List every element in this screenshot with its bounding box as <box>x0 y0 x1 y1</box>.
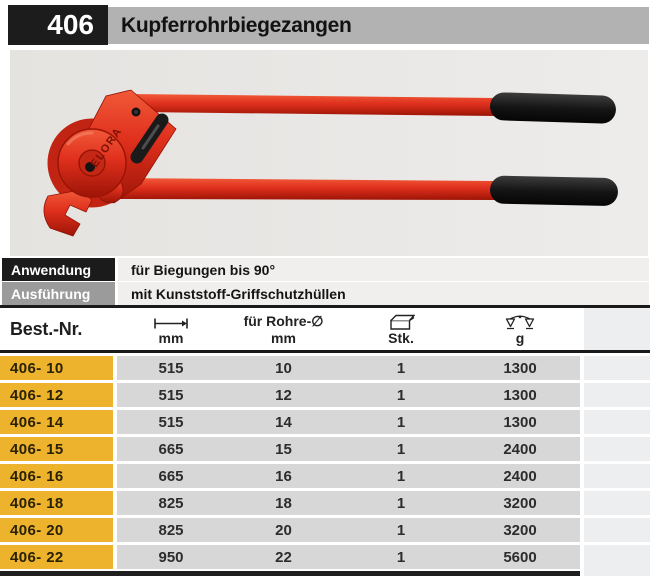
weight-value: 2400 <box>503 440 537 458</box>
pipe-diameter-value: 18 <box>275 494 292 512</box>
quantity-value: 1 <box>396 413 406 431</box>
scale-icon <box>505 313 535 330</box>
pipe-diameter-value: 22 <box>275 548 292 566</box>
weight-value: 1300 <box>503 359 537 377</box>
length-value: 515 <box>158 386 184 404</box>
quantity-value: 1 <box>396 440 406 458</box>
page-title: Kupferrohrbiegezangen <box>121 13 352 37</box>
order-number-cell: 406- 15 <box>0 437 113 461</box>
margin-strip <box>584 545 650 569</box>
quantity-value: 1 <box>396 521 406 539</box>
length-icon <box>153 313 189 330</box>
package-icon <box>388 313 415 330</box>
table-row <box>0 518 650 542</box>
series-number-box <box>8 5 108 45</box>
order-number-cell: 406- 22 <box>0 545 113 569</box>
margin-strip <box>584 410 650 434</box>
length-value: 515 <box>158 413 184 431</box>
weight-value: 1300 <box>503 386 537 404</box>
margin-strip <box>584 569 650 576</box>
margin-strip <box>584 383 650 407</box>
weight-value: 3200 <box>503 521 537 539</box>
column-length: mm <box>117 308 225 350</box>
row-values <box>117 464 580 488</box>
weight-value: 2400 <box>503 467 537 485</box>
pipe-diameter-value: 14 <box>275 413 292 431</box>
length-value: 515 <box>158 359 184 377</box>
length-value: 825 <box>158 521 184 539</box>
length-value: 950 <box>158 548 184 566</box>
table-header <box>0 308 650 350</box>
row-values <box>117 491 580 515</box>
quantity-value: 1 <box>396 467 406 485</box>
column-quantity: Stk. <box>342 308 460 350</box>
table-header-rule <box>0 350 650 353</box>
product-image <box>10 50 648 256</box>
order-number-cell: 406- 18 <box>0 491 113 515</box>
row-values <box>117 437 580 461</box>
length-value: 825 <box>158 494 184 512</box>
row-values <box>117 545 580 569</box>
pipe-diameter-value: 10 <box>275 359 292 377</box>
table-body <box>0 356 650 569</box>
series-number: 406 <box>47 9 94 40</box>
weight-value: 3200 <box>503 494 537 512</box>
order-number-header: Best.-Nr. <box>10 318 83 339</box>
brand-stamp: ELORA <box>88 125 125 170</box>
info-value-anwendung: für Biegungen bis 90° <box>118 258 649 281</box>
table-row <box>0 437 650 461</box>
quantity-value: 1 <box>396 548 406 566</box>
title-bar <box>108 7 649 44</box>
margin-strip <box>584 518 650 542</box>
table-row <box>0 545 650 569</box>
quantity-value: 1 <box>396 494 406 512</box>
order-number-cell: 406- 14 <box>0 410 113 434</box>
pipe-diameter-value: 20 <box>275 521 292 539</box>
column-weight: g <box>460 308 580 350</box>
row-values <box>117 518 580 542</box>
info-value-ausfuehrung: mit Kunststoff-Griffschutzhüllen <box>118 282 649 305</box>
length-value: 665 <box>158 440 184 458</box>
pipe-diameter-value: 12 <box>275 386 292 404</box>
quantity-value: 1 <box>396 386 406 404</box>
margin-strip <box>584 437 650 461</box>
info-label-anwendung: Anwendung <box>2 258 115 281</box>
pipe-diameter-value: 16 <box>275 467 292 485</box>
order-number-cell: 406- 10 <box>0 356 113 380</box>
page-bottom-rule <box>0 571 580 576</box>
pipe-bender-illustration <box>10 50 648 256</box>
order-number-cell: 406- 20 <box>0 518 113 542</box>
row-values <box>117 410 580 434</box>
table-row <box>0 356 650 380</box>
table-row <box>0 383 650 407</box>
order-number-cell: 406- 16 <box>0 464 113 488</box>
row-values <box>117 383 580 407</box>
table-row <box>0 410 650 434</box>
weight-value: 5600 <box>503 548 537 566</box>
margin-strip <box>584 491 650 515</box>
pipe-diameter-value: 15 <box>275 440 292 458</box>
column-pipe-diameter: für Rohre-∅ mm <box>243 312 324 346</box>
margin-strip <box>584 464 650 488</box>
order-number-cell: 406- 12 <box>0 383 113 407</box>
length-value: 665 <box>158 467 184 485</box>
margin-strip <box>584 308 650 350</box>
info-label-ausfuehrung: Ausführung <box>2 282 115 305</box>
row-values <box>117 356 580 380</box>
table-row <box>0 491 650 515</box>
quantity-value: 1 <box>396 359 406 377</box>
table-row <box>0 464 650 488</box>
margin-strip <box>584 356 650 380</box>
weight-value: 1300 <box>503 413 537 431</box>
